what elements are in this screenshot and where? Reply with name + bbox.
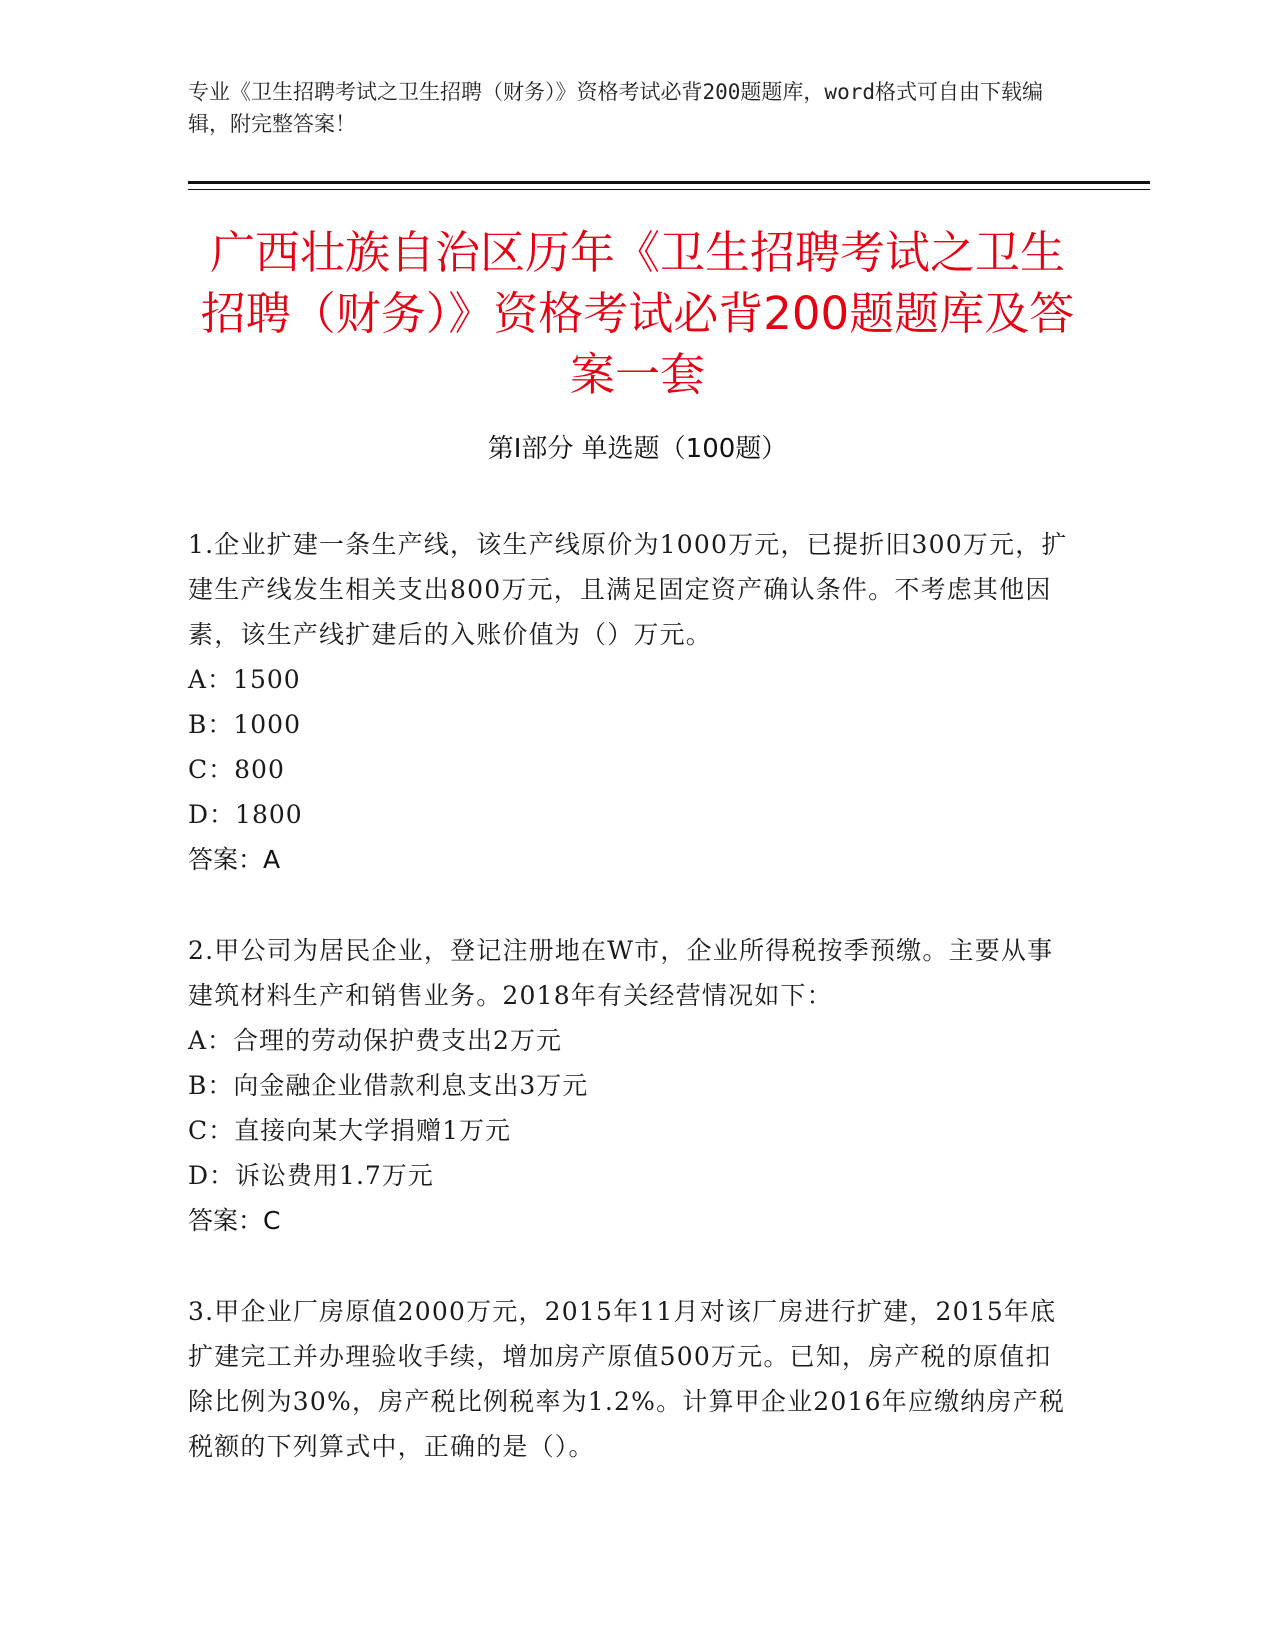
option-b: B：1000 xyxy=(188,710,301,739)
section-heading: 第Ⅰ部分 单选题（100题） xyxy=(487,434,788,464)
document-title: 广西壮族自治区历年《卫生招聘考试之卫生招聘（财务）》资格考试必背200题题库及答案一套 xyxy=(200,226,1075,401)
answer: 答案：A xyxy=(188,845,281,874)
option-c: C：800 xyxy=(188,755,285,784)
answer: 答案：C xyxy=(188,1206,281,1235)
header-note: 专业《卫生招聘考试之卫生招聘（财务）》资格考试必背200题题库，word格式可自由下载编辑，附完整答案！ xyxy=(188,80,1043,136)
option-d: D：1800 xyxy=(188,800,303,829)
option-b: B：向金融企业借款利息支出3万元 xyxy=(188,1071,589,1100)
question-stem: 3.甲企业厂房原值2000万元，2015年11月对该厂房进行扩建，2015年底扩建完工并办理验收手续，增加房产原值500万元。已知，房产税的原值扣除比例为30%，房产税比例税率为1.2%。计算甲企业2016年应缴纳房产税税额的下列算式中，正确的是（）。 xyxy=(188,1297,1066,1461)
header-rule-thick xyxy=(188,181,1150,184)
option-d: D：诉讼费用1.7万元 xyxy=(188,1161,434,1190)
question-1 xyxy=(188,522,1068,882)
question-3 xyxy=(188,1289,1068,1469)
option-a: A：1500 xyxy=(188,665,301,694)
option-a: A：合理的劳动保护费支出2万元 xyxy=(188,1026,562,1055)
question-stem: 1.企业扩建一条生产线，该生产线原价为1000万元，已提折旧300万元，扩建生产线发生相关支出800万元，且满足固定资产确认条件。不考虑其他因素，该生产线扩建后的入账价值为（）万元。 xyxy=(188,530,1068,649)
option-c: C：直接向某大学捐赠1万元 xyxy=(188,1116,512,1145)
question-stem: 2.甲公司为居民企业，登记注册地在W市，企业所得税按季预缴。主要从事建筑材料生产和销售业务。2018年有关经营情况如下： xyxy=(188,936,1054,1010)
question-2 xyxy=(188,928,1068,1243)
question-list xyxy=(188,522,1068,1515)
header-rule-thin xyxy=(188,189,1150,190)
